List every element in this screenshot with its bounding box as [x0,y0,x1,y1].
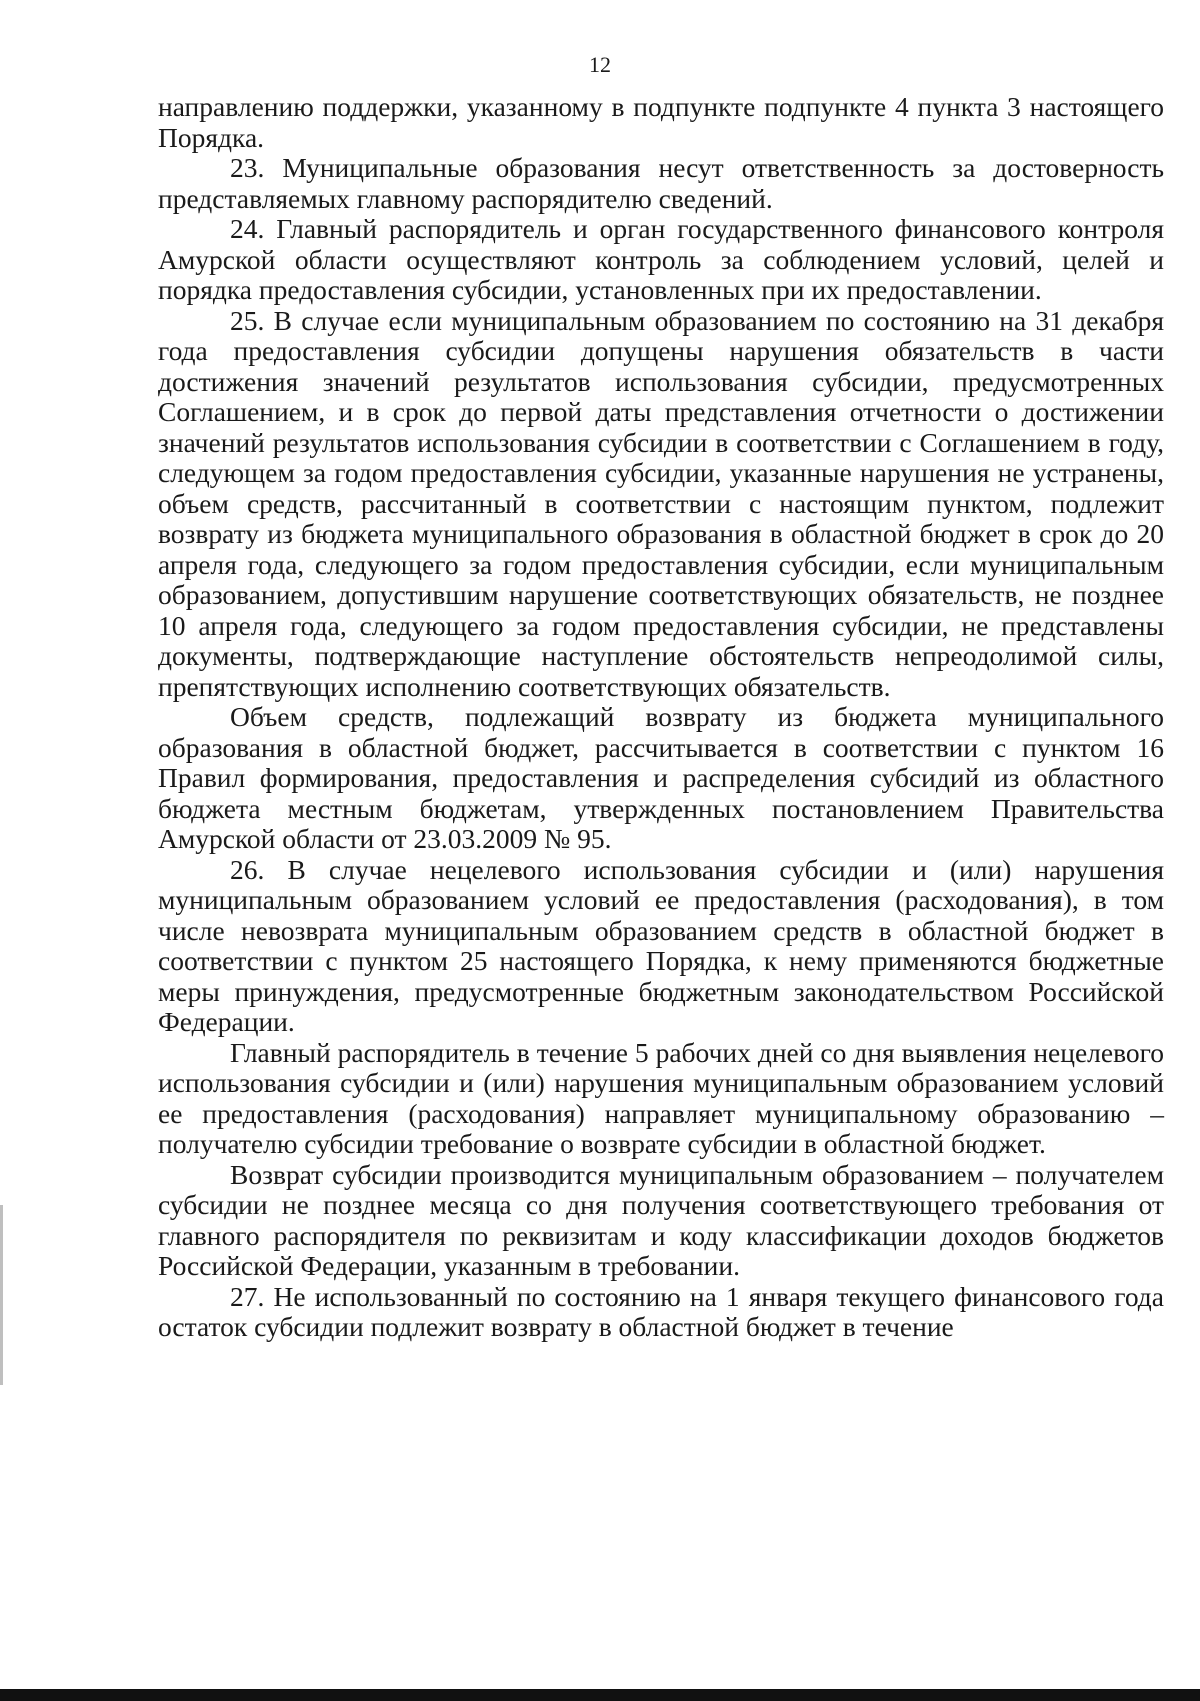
paragraph-26: 26. В случае нецелевого использования субсидии и (или) нарушения муниципальным образованием условий ее предоставления (расходования), в том числе невозврата муниципальным образованием средств в областной бюджет в соответствии с пунктом 25 настоящего Порядка, к нему применяются бюджетные меры принуждения, предусмотренные бюджетным законодательством Российской Федерации. [158,853,1164,1037]
paragraph-24: 24. Главный распорядитель и орган государственного финансового контроля Амурской области осуществляют контроль за соблюдением условий, целей и порядка предоставления субсидии, установленных при их предоставлении. [158,213,1164,305]
paragraph-25-refund-volume: Объем средств, подлежащий возврату из бюджета муниципального образования в областной бюджет, рассчитывается в соответствии с пунктом 16 Правил формирования, предоставления и распределения субсидий из областного бюджета местным бюджетам, утвержденных постановлением Правительства Амурской области от 23.03.2009 № 95. [158,701,1164,854]
paragraph-continuation: направлению поддержки, указанному в подпункте подпункте 4 пункта 3 настоящего Порядка. [158,91,1164,153]
paragraph-25: 25. В случае если муниципальным образованием по состоянию на 31 декабря года предоставления субсидии допущены нарушения обязательств в части достижения значений результатов использования субсидии, предусмотренных Соглашением, и в срок до первой даты представления отчетности о достижении значений результатов использования субсидии в соответствии с Соглашением в году, следующем за годом предоставления субсидии, указанные нарушения не устранены, объем средств, рассчитанный в соответствии с настоящим пунктом, подлежит возврату из бюджета муниципального образования в областной бюджет в срок до 20 апреля года, следующего за годом предоставления субсидии, если муниципальным образованием, допустившим нарушение соответствующих обязательств, не позднее 10 апреля года, следующего за годом предоставления субсидии, не представлены документы, подтверждающие наступление обстоятельств непреодолимой силы, препятствующих исполнению соответствующих обязательств. [158,304,1164,702]
scan-bottom-edge [0,1689,1200,1701]
paragraph-26-demand: Главный распорядитель в течение 5 рабочих дней со дня выявления нецелевого использования субсидии и (или) нарушения муниципальным образованием условий ее предоставления (расходования) направляет муниципальному образованию – получателю субсидии требование о возврате субсидии в областной бюджет. [158,1036,1164,1159]
paragraph-23: 23. Муниципальные образования несут ответственность за достоверность представляемых главному распорядителю сведений. [158,152,1164,214]
paragraph-27: 27. Не использованный по состоянию на 1 января текущего финансового года остаток субсидии подлежит возврату в областной бюджет в течение [158,1280,1164,1342]
document-body [158,92,1164,1343]
paragraph-26-return: Возврат субсидии производится муниципальным образованием – получателем субсидии не позднее месяца со дня получения соответствующего требования от главного распорядителя по реквизитам и коду классификации доходов бюджетов Российской Федерации, указанным в требовании. [158,1158,1164,1281]
scan-margin-mark [0,1205,3,1385]
page-number: 12 [589,52,611,77]
